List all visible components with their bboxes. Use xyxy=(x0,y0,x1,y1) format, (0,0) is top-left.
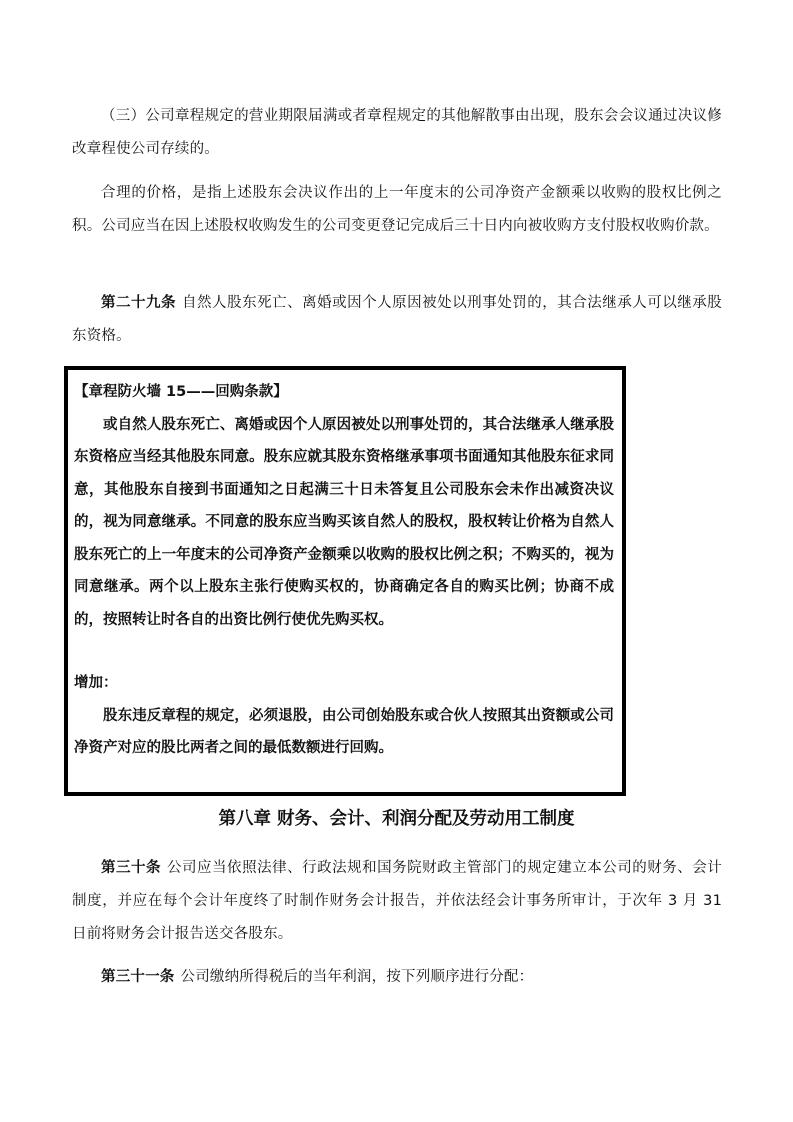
article-30 xyxy=(72,852,722,951)
article-29-title: 第二十九条 xyxy=(101,295,177,311)
article-30-title: 第三十条 xyxy=(101,860,162,876)
article-31-title: 第三十一条 xyxy=(101,969,175,985)
article-29 xyxy=(72,287,722,353)
article-31-text: 公司缴纳所得税后的当年利润，按下列顺序进行分配： xyxy=(180,969,534,985)
article-29-text: 自然人股东死亡、离婚或因个人原因被处以刑事处罚的，其合法继承人可以继承股东资格。 xyxy=(72,295,723,344)
firewall-spacer xyxy=(74,636,622,667)
paragraph-reasonable-price: 合理的价格，是指上述股东会决议作出的上一年度末的公司净资产金额乘以收购的股权比例之积。公司应当在因上述股权收购发生的公司变更登记完成后三十日内向被收购方支付股权收购价款。 xyxy=(72,185,722,234)
article-30-text: 公司应当依照法律、行政法规和国务院财政主管部门的规定建立本公司的财务、会计制度，并应在每个会计年度终了时制作财务会计报告，并依法经会计事务所审计，于次年 3 月 31 日前将财务会计报告送交各股东。 xyxy=(72,860,722,942)
firewall-body: 或自然人股东死亡、离婚或因个人原因被处以刑事处罚的，其合法继承人继承股东资格应当经其他股东同意。股东应就其股东资格继承事项书面通知其他股东征求同意，其他股东自接到书面通知之日起满三十日未答复且公司股东会未作出减资决议的，视为同意继承。不同意的股东应当购买该自然人的股权，股权转让价格为自然人股东死亡的上一年度末的公司净资产金额乘以收购的股权比例之积；不购买的，视为同意继承。两个以上股东主张行使购买权的，协商确定各自的购买比例；协商不成的，按照转让时各自的出资比例行使优先购买权。 xyxy=(74,416,614,628)
paragraph-dissolution-clause-3: （三）公司章程规定的营业期限届满或者章程规定的其他解散事由出现，股东会会议通过决议修改章程使公司存续的。 xyxy=(72,108,722,157)
firewall-box xyxy=(64,366,626,796)
article-31 xyxy=(72,961,722,994)
chapter-8-title: 第八章 财务、会计、利润分配及劳动用工制度 xyxy=(218,809,575,829)
firewall-addition-label: 增加： xyxy=(74,675,118,691)
firewall-heading: 【章程防火墙 15——回购条款】 xyxy=(74,384,288,400)
firewall-addition-text: 股东违反章程的规定，必须退股，由公司创始股东或合伙人按照其出资额或公司净资产对应的股比两者之间的最低数额进行回购。 xyxy=(74,707,614,756)
